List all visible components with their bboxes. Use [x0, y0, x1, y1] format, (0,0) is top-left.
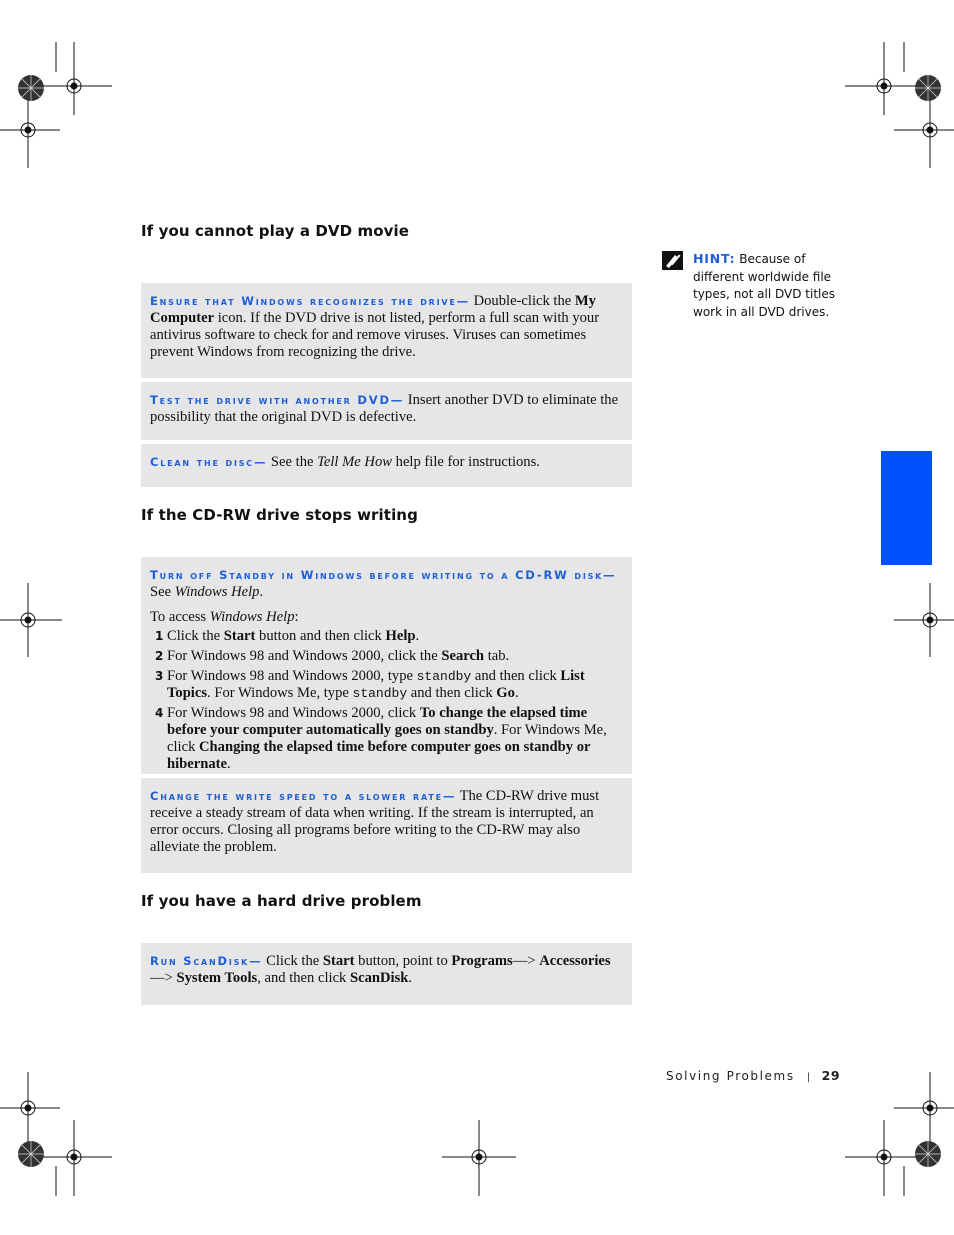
access-help-text: To access Windows Help: [150, 609, 299, 625]
tip-lead: Test the drive with another DVD— [150, 393, 405, 407]
tip-text: Clean the disc— See the Tell Me How help file for instructions. [150, 454, 540, 470]
tip-text: Change the write speed to a slower rate— The CD-RW drive must receive a steady stream of data when writing. If the stream is interrupted, an error occurs. Closing all programs before writing to the CD-RW may also alleviate the problem. [150, 788, 600, 855]
tip-box-run-scandisk [141, 943, 632, 1005]
tip-text: Test the drive with another DVD— Insert another DVD to eliminate the possibility that the original DVD is defective. [150, 392, 619, 425]
pencil-note-icon [662, 251, 683, 270]
chapter-tab-marker [881, 451, 932, 565]
list-item: 3 For Windows 98 and Windows 2000, type standby and then click List Topics. For Windows Me, type standby and then click Go. [155, 668, 585, 701]
section-title-cdrw: If the CD-RW drive stops writing [141, 506, 418, 524]
list-item: 1 Click the Start button and then click Help. [155, 628, 420, 644]
tip-lead: Turn off Standby in Windows before writing to a CD-RW disk— [150, 568, 617, 582]
tip-lead: Clean the disc— [150, 455, 268, 469]
tip-text: Turn off Standby in Windows before writing to a CD-RW disk— See Windows Help. [150, 568, 617, 600]
tip-box-change-write-speed [141, 778, 632, 873]
tip-box-turn-off-standby [141, 557, 632, 774]
tip-lead: Run ScanDisk— [150, 954, 263, 968]
tip-text: Run ScanDisk— Click the Start button, point to Programs—> Accessories—> System Tools, and then click ScanDisk. [150, 953, 611, 986]
tip-box-ensure-windows-recognizes [141, 283, 632, 378]
page-number: 29 [821, 1068, 841, 1083]
chapter-name: Solving Problems [666, 1069, 795, 1083]
section-title-hard-drive: If you have a hard drive problem [141, 892, 422, 910]
list-item: 4 For Windows 98 and Windows 2000, click To change the elapsed time before your computer automatically goes on standby. For Windows Me, click Changing the elapsed time before computer goes on standby or hibernate. [155, 705, 607, 772]
tip-lead: Change the write speed to a slower rate— [150, 789, 457, 803]
page-footer [666, 1068, 840, 1083]
tip-lead: Ensure that Windows recognizes the drive— [150, 294, 470, 308]
tip-box-test-drive [141, 382, 632, 440]
footer-separator: | [806, 1072, 812, 1083]
hint-label: HINT: [693, 251, 736, 266]
hint-text: HINT: Because of different worldwide file types, not all DVD titles work in all DVD drives. [693, 251, 835, 319]
section-title-dvd: If you cannot play a DVD movie [141, 222, 410, 240]
list-item: 2 For Windows 98 and Windows 2000, click the Search tab. [155, 648, 510, 664]
tip-box-clean-disc [141, 444, 632, 487]
tip-text: Ensure that Windows recognizes the drive— Double-click the My Computer icon. If the DVD drive is not listed, perform a full scan with your antivirus software to check for and remove viruses. Viruses can sometimes prevent Windows from recognizing the drive. [150, 293, 600, 360]
steps-list [150, 628, 622, 773]
